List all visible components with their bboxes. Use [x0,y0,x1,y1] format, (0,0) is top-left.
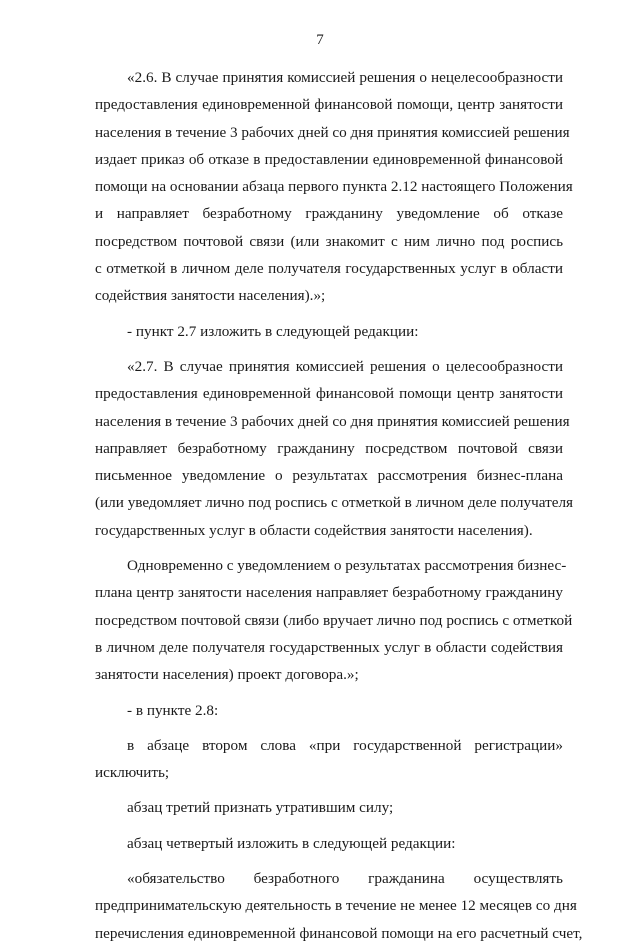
text-line: государственных услуг в области содействия занятости населения). [95,521,533,539]
text-line: издает приказ об отказе в предоставлении единовременной финансовой [95,150,563,168]
paragraph-gap [95,345,563,353]
text-line: Одновременно с уведомлением о результатах рассмотрения бизнес- [127,557,567,575]
text-line: - в пункте 2.8: [127,701,219,719]
paragraph-gap [95,544,563,552]
text-line: предоставления единовременной финансовой помощи, центр занятости [95,96,563,114]
text-line: «2.6. В случае принятия комиссией решения о нецелесообразности [127,69,563,86]
text-line: абзац четвертый изложить в следующей редакции: [127,834,456,852]
page-number: 7 [316,32,324,48]
text-line: «обязательство безработного гражданина осуществлять [127,870,563,888]
text-line: посредством почтовой связи (или знакомит с ним лично под роспись [95,232,563,250]
text-line: (или уведомляет лично под роспись с отметкой в личном деле получателя [95,494,574,512]
text-line: посредством почтовой связи (либо вручает лично под роспись с отметкой [95,611,573,629]
paragraph-gap [95,724,563,732]
paragraph-gap [95,689,563,697]
text-line: в личном деле получателя государственных услуг в области содействия [95,638,563,656]
paragraph-gap [95,822,563,830]
text-line: перечисления единовременной финансовой помощи на его расчетный счет, [95,924,583,942]
text-line: «2.7. В случае принятия комиссией решения о целесообразности [127,357,563,375]
document-body [95,64,583,947]
text-line: населения в течение 3 рабочих дней со дня принятия комиссией решения [95,412,570,430]
text-line: исключить; [95,764,170,782]
text-line: абзац третий признать утратившим силу; [127,799,394,817]
text-line: помощи на основании абзаца первого пункта 2.12 настоящего Положения [95,178,573,196]
text-line: предоставления единовременной финансовой помощи центр занятости [95,385,563,403]
text-line: населения в течение 3 рабочих дней со дня принятия комиссией решения [95,123,570,141]
text-line: письменное уведомление о результатах рассмотрения бизнес-плана [95,467,563,485]
text-line: и направляет безработному гражданину уведомление об отказе [95,205,563,223]
text-line: направляет безработному гражданину посредством почтовой связи [95,439,563,457]
paragraph-gap [95,857,563,865]
text-line: предпринимательскую деятельность в течение не менее 12 месяцев со дня [95,897,577,915]
text-line: с отметкой в личном деле получателя государственных услуг в области [95,260,563,278]
paragraph-gap [95,310,563,318]
text-line: занятости населения) проект договора.»; [95,666,359,684]
text-line: плана центр занятости населения направляет безработному гражданину [95,584,563,602]
text-line: в абзаце втором слова «при государственной регистрации» [127,736,563,754]
paragraph-gap [95,786,563,794]
text-line: содействия занятости населения).»; [95,287,326,305]
text-line: - пункт 2.7 изложить в следующей редакции: [127,322,419,340]
